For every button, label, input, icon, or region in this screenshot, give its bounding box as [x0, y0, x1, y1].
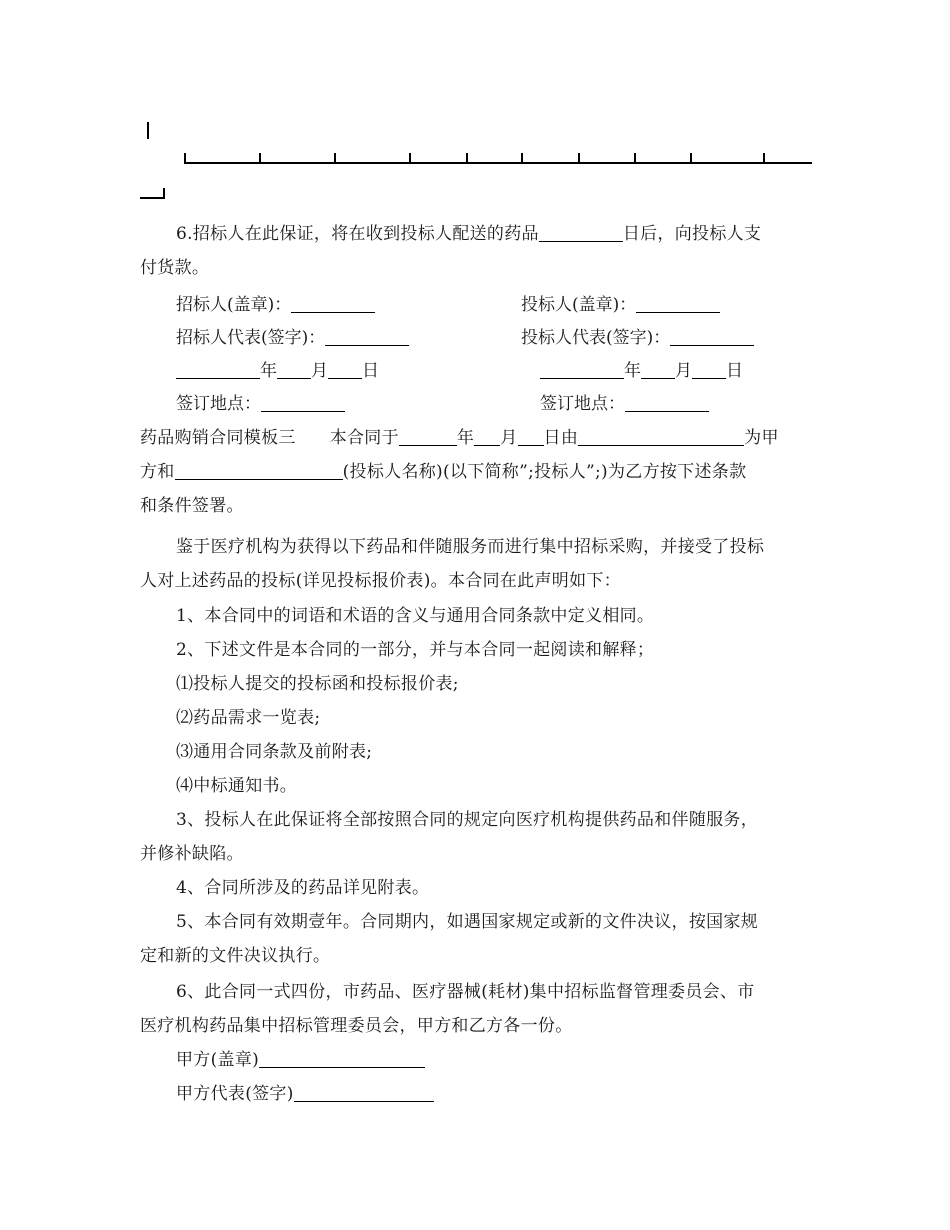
tenderer-rep-line	[176, 321, 409, 355]
item-2: 2、下述文件是本合同的一部分，并与本合同一起阅读和解释；	[176, 640, 655, 660]
sub-item-4: ⑷中标通知书。	[176, 776, 298, 796]
template-title: 药品购销合同模板三	[140, 428, 296, 448]
month-label: 月	[311, 361, 328, 381]
item-3-line1: 3、投标人在此保证将全部按照合同的规定向医疗机构提供药品和伴随服务，	[176, 810, 759, 830]
table-border-fragment	[163, 188, 165, 199]
tenderer-seal-line	[176, 288, 375, 322]
item-4: 4、合同所涉及的药品详见附表。	[176, 878, 430, 898]
month-label: 月	[675, 361, 692, 381]
bidder-date-line	[540, 354, 743, 388]
clause-6-line1	[176, 217, 848, 251]
bidder-seal-line	[521, 288, 720, 322]
clause-6-line2	[140, 251, 812, 285]
clause-6-text-c: 付货款。	[140, 258, 210, 278]
clause-6-text-a: 6.招标人在此保证，将在收到投标人配送的药品	[176, 224, 539, 244]
day-label: 日	[726, 361, 743, 381]
template3-line1: 药品购销合同模板三 本合同于 年 月 日由 为甲	[140, 428, 779, 448]
bidder-rep-line	[521, 321, 754, 355]
year-label: 年	[624, 361, 641, 381]
year-label: 年	[260, 361, 277, 381]
place-label: 签订地点：	[540, 394, 625, 414]
party-a-rep-line	[176, 1077, 848, 1111]
party-a-rep-label: 甲方代表(签字)	[176, 1084, 294, 1104]
tenderer-place-line	[176, 387, 345, 421]
item-5-line2: 定和新的文件决议执行。	[140, 946, 331, 966]
table-bottom-border	[184, 162, 812, 164]
party-a-seal-line	[176, 1043, 848, 1077]
sub-item-2: ⑵药品需求一览表;	[176, 708, 321, 728]
sub-item-1: ⑴投标人提交的投标函和投标报价表;	[176, 674, 459, 694]
paragraph-recital-line2: 人对上述药品的投标(详见投标报价表)。本合同在此声明如下：	[140, 571, 621, 591]
day-label: 日	[362, 361, 379, 381]
table-border-fragment	[147, 122, 149, 139]
template3-line2: 方和 (投标人名称)(以下简称”;投标人”;)为乙方按下述条款	[140, 462, 747, 482]
template3-line3: 和条件签署。	[140, 496, 244, 516]
table-bottom-border-continued	[140, 197, 164, 199]
party-a-seal-label: 甲方(盖章)	[176, 1050, 260, 1070]
days-blank	[539, 223, 623, 242]
item-6-line1: 6、此合同一式四份，市药品、医疗器械(耗材)集中招标监督管理委员会、市	[176, 982, 755, 1002]
bidder-seal-label: 投标人(盖章)：	[521, 295, 637, 315]
clause-6-text-b: 日后，向投标人支	[622, 224, 762, 244]
sub-item-3: ⑶通用合同条款及前附表;	[176, 742, 373, 762]
item-5-line1: 5、本合同有效期壹年。合同期内，如遇国家规定或新的文件决议，按国家规	[176, 912, 759, 932]
item-6-line2: 医疗机构药品集中招标管理委员会，甲方和乙方各一份。	[140, 1016, 573, 1036]
paragraph-recital-line1: 鉴于医疗机构为获得以下药品和伴随服务而进行集中招标采购，并接受了投标	[176, 537, 765, 557]
bidder-rep-label: 投标人代表(签字)：	[521, 328, 671, 348]
item-1: 1、本合同中的词语和术语的含义与通用合同条款中定义相同。	[176, 606, 655, 626]
tenderer-rep-label: 招标人代表(签字)：	[176, 328, 326, 348]
tenderer-date-line	[176, 354, 379, 388]
bidder-place-line	[540, 387, 709, 421]
tenderer-seal-label: 招标人(盖章)：	[176, 295, 292, 315]
item-3-line2: 并修补缺陷。	[140, 844, 244, 864]
place-label: 签订地点：	[176, 394, 261, 414]
